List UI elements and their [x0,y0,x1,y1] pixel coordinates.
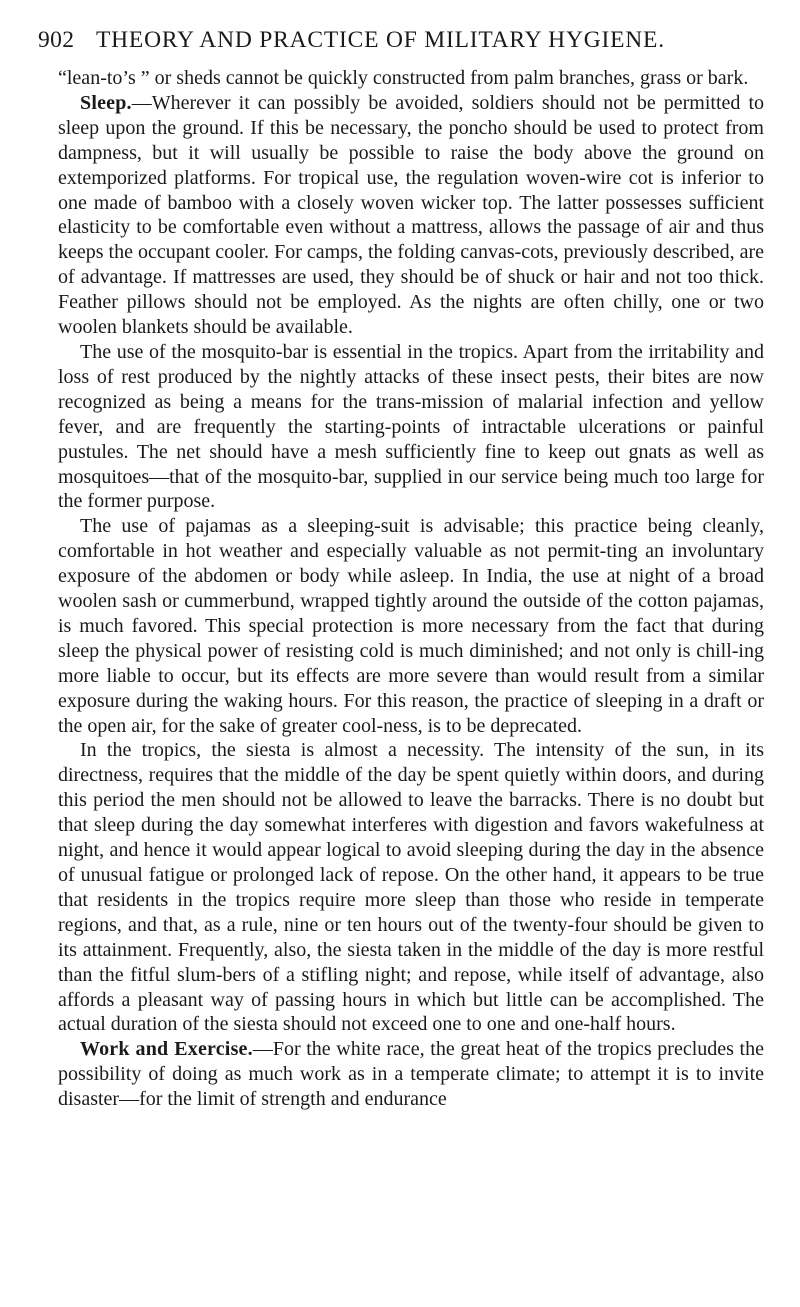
paragraph-text: —For the white race, the great heat of the tropics precludes the possibility of doing as much work as in a temperate climate; to attempt it is to invite disaster—for the limit of strength and endurance [58,1038,764,1111]
body-text [58,66,764,1112]
paragraph-mosquito-bar [58,340,764,514]
paragraph-work-exercise [58,1037,764,1112]
running-head [38,22,766,58]
paragraph-text: —Wherever it can possibly be avoided, soldiers should not be permitted to sleep upon the ground. If this be necessary, the poncho should be used to protect from dampness, but it will usually be possible to raise the body above the ground on extemporized platforms. For tropical use, the regulation woven-wire cot is inferior to one made of bamboo with a closely woven wicker top. The latter possesses sufficient elasticity to be comfortable even without a mattress, allows the passage of air and thus keeps the occupant cooler. For camps, the folding canvas-cots, previously described, are of advantage. If mattresses are used, they should be of shuck or hair and not too thick. Feather pillows should not be employed. As the nights are often chilly, one or two woolen blankets should be available. [58,91,764,339]
paragraph-text: The use of the mosquito-bar is essential in the tropics. Apart from the irritability and loss of rest produced by the nightly attacks of these insect pests, their bites are now recognized as being a means for the trans-mission of malarial infection and yellow fever, and are frequently the starting-points of intractable ulcerations or painful pustules. The net should have a mesh sufficiently fine to keep out gnats as well as mosquitoes—that of the mosquito-bar, supplied in our service being much too large for the former purpose. [58,340,764,513]
page-number: 902 [38,26,75,53]
paragraph-text: The use of pajamas as a sleeping-suit is advisable; this practice being cleanly, comfortable in hot weather and especially valuable as not permit-ting an involuntary exposure of the abdomen or body while asleep. In India, the use at night of a broad woolen sash or cummerbund, wrapped tightly around the outside of the cotton pajamas, is much favored. This special protection is more necessary from the fact that during sleep the physical power of resisting cold is much diminished; and not only is chill-ing more liable to occur, but its effects are more severe than would result from a similar exposure during the waking hours. For this reason, the practice of sleeping in a draft or the open air, for the sake of greater cool-ness, is to be deprecated. [58,515,764,737]
paragraph-text: “lean-to’s ” or sheds cannot be quickly constructed from palm branches, grass or bark. [58,67,749,89]
section-heading-sleep: Sleep. [80,91,132,114]
paragraph-sleep [58,91,764,340]
section-heading-work-exercise: Work and Exercise. [80,1038,253,1061]
paragraph-text: In the tropics, the siesta is almost a necessity. The intensity of the sun, in its directness, requires that the middle of the day be spent quietly within doors, and during this period the men should not be allowed to leave the barracks. There is no doubt but that sleep during the day somewhat interferes with digestion and favors wakefulness at night, and hence it would appear logical to avoid sleeping during the day in the absence of unusual fatigue or prolonged lack of repose. On the other hand, it appears to be true that residents in the tropics require more sleep than those who reside in temperate regions, and that, as a rule, nine or ten hours out of the twenty-four should be given to its attainment. Frequently, also, the siesta taken in the middle of the day is more restful than the fitful slum-bers of a stifling night; and repose, while itself of advantage, also affords a pleasant way of passing hours in which but little can be accomplished. The actual duration of the siesta should not exceed one to one and one-half hours. [58,739,764,1036]
paragraph-lean-to [58,66,764,91]
paragraph-siesta [58,738,764,1037]
running-title: THEORY AND PRACTICE OF MILITARY HYGIENE. [96,26,665,53]
paragraph-pajamas [58,514,764,738]
